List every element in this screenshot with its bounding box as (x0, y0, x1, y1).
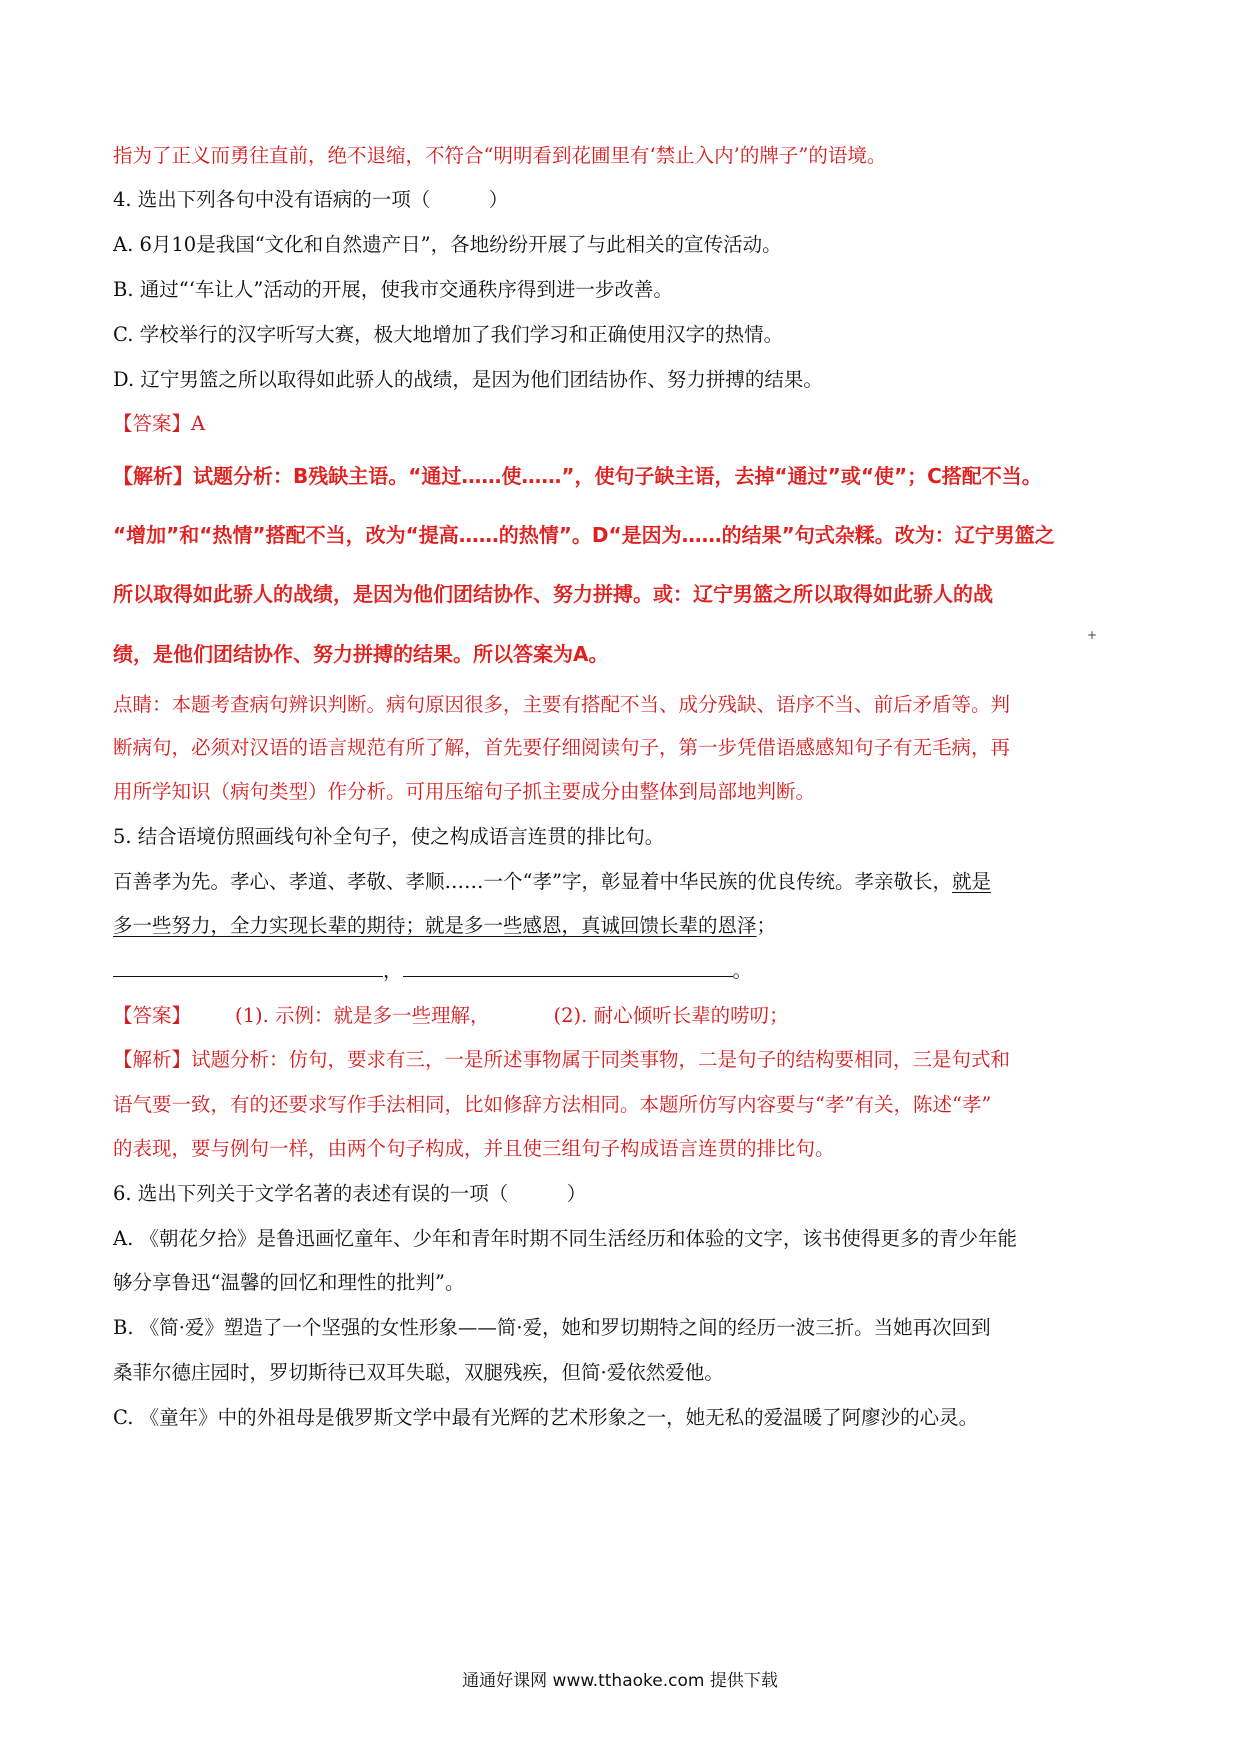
tip-4-line2: 断病句，必须对汉语的语言规范有所了解，首先要仔细阅读句子，第一步凭借语感感知句子有无毛病，再 (113, 736, 1011, 759)
answer-blank-2[interactable] (403, 958, 733, 977)
explanation-line: 指为了正义而勇往直前，绝不退缩，不符合“明明看到花圃里有‘禁止入内’的牌子”的语境。 (113, 144, 887, 167)
option-6c: C. 《童年》中的外祖母是俄罗斯文学中最有光辉的艺术形象之一，她无私的爱温暖了阿廖沙的心灵。 (113, 1406, 979, 1429)
option-4d: D. 辽宁男篮之所以取得如此骄人的战绩，是因为他们团结协作、努力拼搏的结果。 (113, 368, 823, 391)
option-6b-line2: 桑菲尔德庄园时，罗切斯待已双耳失聪，双腿残疾，但简·爱依然爱他。 (113, 1361, 724, 1384)
answer-blank-1[interactable] (113, 958, 383, 977)
option-6a-line2: 够分享鲁迅“温馨的回忆和理性的批判”。 (113, 1271, 465, 1294)
passage-text: 百善孝为先。孝心、孝道、孝敬、孝顺……一个“孝”字，彰显着中华民族的优良传统。孝亲敬长， (113, 870, 952, 893)
answer-5 (113, 1002, 1143, 1030)
question-5-passage-line1 (113, 868, 1143, 896)
answer-label: 【答案】 (113, 1004, 192, 1027)
analysis-5-line3: 的表现，要与例句一样，由两个句子构成，并且使三组句子构成语言连贯的排比句。 (113, 1137, 835, 1160)
question-4: 4. 选出下列各句中没有语病的一项（ ） (113, 188, 509, 211)
question-5: 5. 结合语境仿照画线句补全句子，使之构成语言连贯的排比句。 (113, 825, 665, 848)
answer-5-part1: (1). 示例：就是多一些理解， (235, 1004, 490, 1027)
option-4b: B. 通过“‘车让人”活动的开展，使我市交通秩序得到进一步改善。 (113, 278, 673, 301)
option-4a: A. 6月10是我国“文化和自然遗产日”，各地纷纷开展了与此相关的宣传活动。 (113, 233, 782, 256)
period: 。 (732, 959, 753, 982)
option-6b-line1: B. 《简·爱》塑造了一个坚强的女性形象——简·爱，她和罗切期特之间的经历一波三折。当她再次回到 (113, 1316, 991, 1339)
answer-blanks-line (113, 957, 1143, 985)
comma: ， (383, 959, 403, 982)
answer-4: 【答案】A (113, 412, 206, 435)
semicolon: ； (756, 914, 777, 937)
tip-4-line3: 用所学知识（病句类型）作分析。可用压缩句子抓主要成分由整体到局部地判断。 (113, 780, 816, 803)
analysis-4-line3: 所以取得如此骄人的战绩，是因为他们团结协作、努力拼搏。或：辽宁男篮之所以取得如此骄人的战 (113, 582, 993, 606)
analysis-5-line1: 【解析】试题分析：仿句，要求有三，一是所述事物属于同类事物，二是句子的结构要相同，三是句式和 (113, 1048, 1011, 1071)
page-footer: 通通好课网 www.tthaoke.com 提供下载 (462, 1671, 778, 1691)
question-6: 6. 选出下列关于文学名著的表述有误的一项（ ） (113, 1182, 587, 1205)
underlined-sentence-start: 就是 (951, 870, 991, 893)
analysis-4-line2: “增加”和“热情”搭配不当，改为“提高……的热情”。D“是因为……的结果”句式杂糅。改为：辽宁男篮之 (113, 523, 1055, 547)
tip-4-line1: 点睛：本题考查病句辨识判断。病句原因很多，主要有搭配不当、成分残缺、语序不当、前后矛盾等。判 (113, 693, 1011, 716)
underlined-sentence: 多一些努力，全力实现长辈的期待；就是多一些感恩，真诚回馈长辈的恩泽 (113, 914, 757, 937)
analysis-4-line4: 绩，是他们团结协作、努力拼搏的结果。所以答案为A。 (113, 642, 609, 666)
analysis-4-line1: 【解析】试题分析：B残缺主语。“通过……使……”，使句子缺主语，去掉“通过”或“使”；C搭配不当。 (113, 464, 1042, 488)
analysis-5-line2: 语气要一致，有的还要求写作手法相同，比如修辞方法相同。本题所仿写内容要与“孝”有关，陈述“孝” (113, 1093, 992, 1116)
question-5-passage-line2 (113, 912, 1143, 940)
option-4c: C. 学校举行的汉字听写大赛，极大地增加了我们学习和正确使用汉字的热情。 (113, 323, 784, 346)
stray-mark: + (1087, 628, 1098, 642)
option-6a-line1: A. 《朝花夕拾》是鲁迅画忆童年、少年和青年时期不同生活经历和体验的文字，该书使得更多的青少年能 (113, 1227, 1017, 1250)
answer-5-part2: (2). 耐心倾听长辈的唠叨； (553, 1004, 789, 1027)
